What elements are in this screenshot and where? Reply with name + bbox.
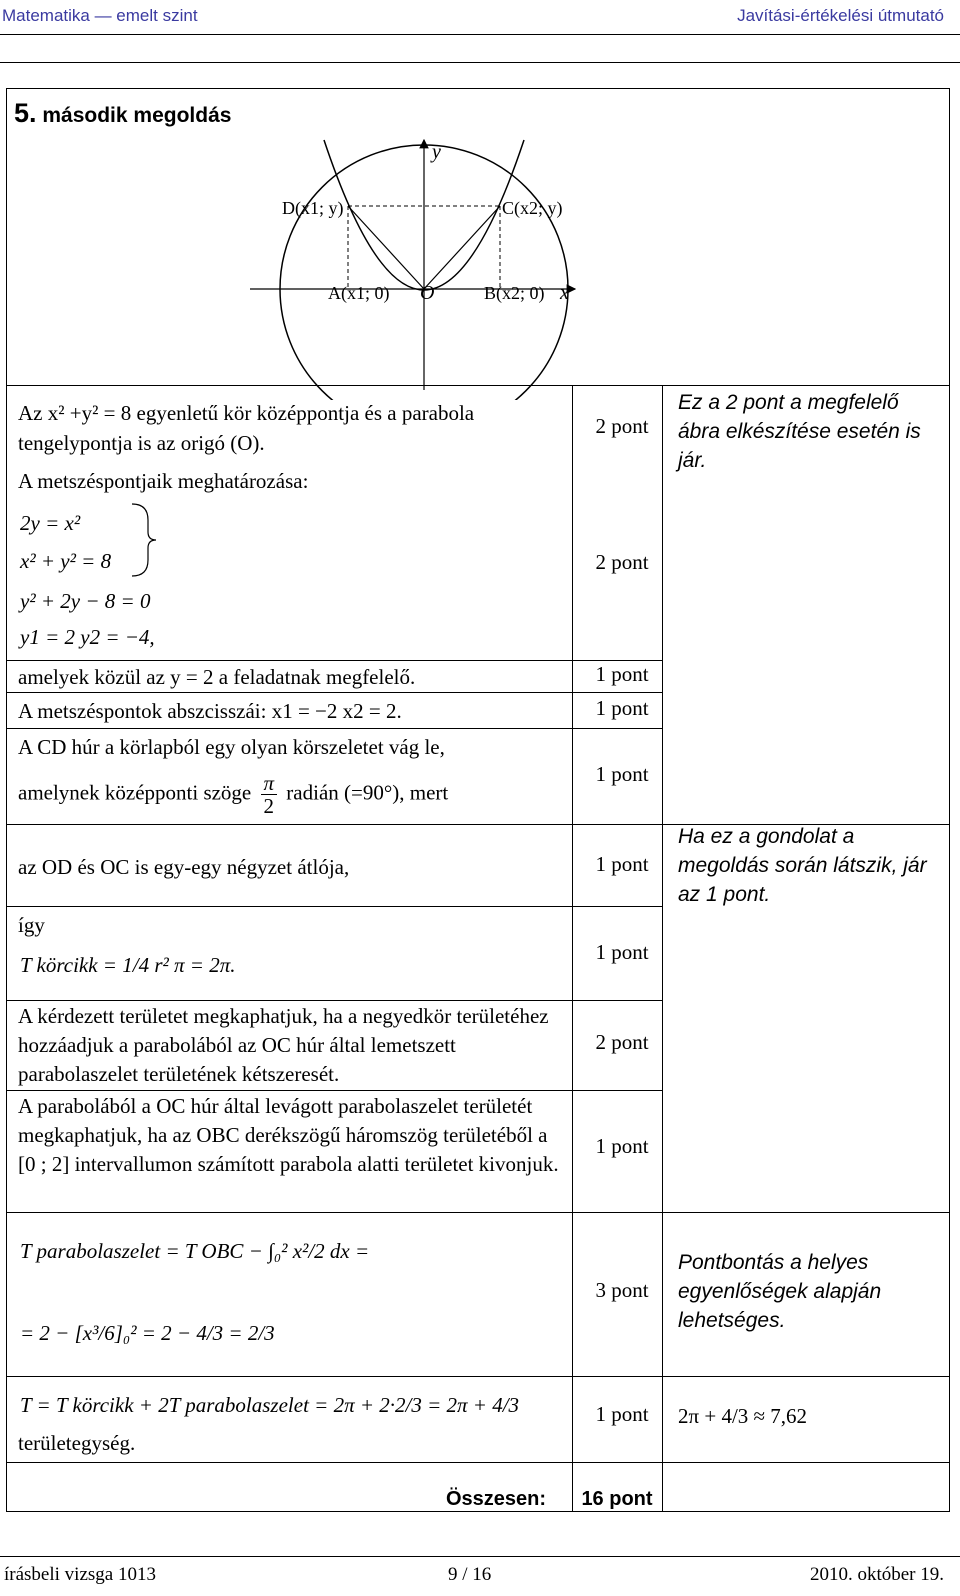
row-9-formula2: = 2 − [x³/6]₀² = 2 − 4/3 = 2/3 [20,1321,275,1345]
row-7-text: A kérdezett területet megkaphatjuk, ha a negyedkör területéhez hozzáadjuk a parabolából az OC húr által lemetszett parabolaszelet területének kétszeresét. [18,1004,549,1086]
row-5-remark: Ha ez a gondolat a megoldás során látszik, jár az 1 pont. [678,825,927,906]
segment-od [348,206,424,289]
row-4-points: 1 pont [595,762,649,786]
row-5-points: 1 pont [595,852,649,876]
row-1-eq4: y1 = 2 y2 = −4, [20,625,155,649]
row-10-formula: T = T körcikk + 2T parabolaszelet = 2π + 2·2/3 = 2π + 4/3 [20,1393,520,1417]
row-9-formula1: T parabolaszelet = T OBC − ∫₀² x²/2 dx = [20,1239,370,1263]
row-1-points: 2 pont [595,550,649,574]
header-right: Javítási-értékelési útmutató [737,6,944,25]
y-axis-label: y [432,141,441,163]
row-2-text: amelyek közül az y = 2 a feladatnak megfelelő. [18,665,416,689]
fraction-num: π [261,772,278,795]
row-6-formula: T körcikk = 1/4 r² π = 2π. [20,953,236,977]
row-9-remark: Pontbontás a helyes egyenlőségek alapján lehetséges. [678,1251,882,1332]
row-7-points: 2 pont [595,1030,649,1054]
row-6-points: 1 pont [595,940,649,964]
row-4-text3: radián (=90°), mert [286,780,449,805]
task-subtitle: második megoldás [42,104,232,127]
header-left: Matematika — emelt szint [2,6,198,25]
total-points: 16 pont [581,1488,653,1510]
row-rule [6,1376,950,1377]
row-6-text: így [18,913,45,937]
fraction-pi-over-2 [261,772,278,817]
row-4-line2 [18,772,448,817]
row-3-points: 1 pont [595,696,649,720]
row-4-text2: amelynek középponti szöge [18,780,252,805]
row-1-eq1: 2y = x² [20,511,81,535]
footer-right: 2010. október 19. [809,1564,944,1585]
row-1-eq3: y² + 2y − 8 = 0 [20,589,151,613]
row-1-eq2: x² + y² = 8 [20,549,112,573]
fraction-den: 2 [263,794,275,818]
row-1-text: A metszéspontjaik meghatározása: [18,469,309,493]
row-rule [6,660,662,661]
x-axis-label: x [560,282,569,304]
row-3-text: A metszéspontok abszcisszái: x1 = −2 x2 = 2. [18,699,402,723]
task-number: 5. [14,98,37,128]
row-rule [6,1000,662,1001]
row-rule [6,1090,662,1091]
row-0-points: 2 pont [595,414,649,438]
row-2-points: 1 pont [595,662,649,686]
row-rule [6,1462,950,1463]
row-0-text: Az x² +y² = 8 egyenletű kör középpontja és a parabola tengelypontja is az origó (O). [18,401,475,455]
row-0-remark: Ez a 2 pont a megfelelő ábra elkészítése esetén is jár. [678,391,921,472]
col-divider-1 [572,385,573,1512]
footer-left: írásbeli vizsga 1013 [4,1564,156,1585]
row-4-text1: A CD húr a körlapból egy olyan körszeletet vág le, [18,735,445,759]
table-top-rule [6,385,950,386]
row-5-text: az OD és OC is egy-egy négyzet átlója, [18,855,350,879]
row-rule [6,1212,950,1213]
footer-rule [0,1556,960,1557]
point-a-label: A(x1; 0) [328,283,390,303]
row-rule [6,728,662,729]
row-10-points: 1 pont [595,1402,649,1426]
point-c-label: C(x2; y) [502,198,563,218]
row-10-remark: 2π + 4/3 ≈ 7,62 [678,1404,808,1428]
origin-label: O [420,282,435,304]
row-8-text: A parabolából a OC húr által levágott parabolaszelet területét megkaphatjuk, ha az OBC derékszögű háromszög területéből a [0 ; 2] intervallumon számított parabola alatti területet kivonjuk. [18,1094,559,1176]
row-rule [6,906,662,907]
total-label: Összesen: [446,1488,547,1510]
point-b-label: B(x2; 0) [484,283,545,303]
point-d-label: D(x1; y) [282,198,344,218]
footer-center: 9 / 16 [448,1564,492,1585]
segment-oc [424,206,500,289]
row-10-text: területegység. [18,1431,136,1455]
row-8-points: 1 pont [595,1134,649,1158]
col-divider-2 [662,385,663,1512]
figure-circle-parabola [0,0,960,400]
row-9-points: 3 pont [595,1278,649,1302]
row-rule [6,692,662,693]
